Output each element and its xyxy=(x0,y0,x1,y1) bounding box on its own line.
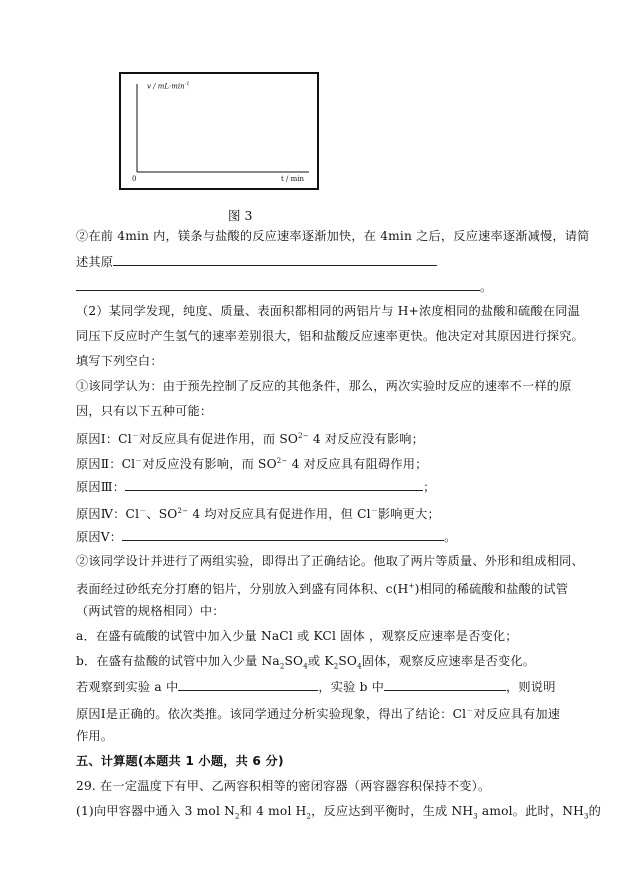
answer-blank-a[interactable] xyxy=(178,678,318,691)
figure-3-axes xyxy=(121,74,317,188)
answer-blank[interactable] xyxy=(76,278,480,291)
figure-3-frame xyxy=(119,72,319,190)
part2-p2-line-2: 表面经过砂纸充分打磨的铝片，分别放入到盛有同体积、c(H+)相同的稀硫酸和盐酸的试管 xyxy=(76,582,569,597)
reason-1: 原因Ⅰ：Cl－对反应具有促进作用，而 $SO^{2-}$ 4 对反应没有影响； xyxy=(76,432,425,447)
conclusion-line-2: 作用。 xyxy=(76,729,114,743)
answer-blank[interactable] xyxy=(125,478,423,491)
part2-p2-line-1: ②该同学设计并进行了两组实验，即得出了正确结论。他取了两片等质量、外形和组成相同、 xyxy=(76,554,584,568)
reason-2: 原因Ⅱ：Cl－对反应没有影响，而 $SO^{2-}$ 4 对反应具有阻碍作用； xyxy=(76,457,428,472)
section-5-heading: 五、计算题(本题共 1 小题，共 6 分) xyxy=(76,754,284,768)
reason-4: 原因Ⅳ：Cl－、$SO^{2-}$ 4 均对反应具有促进作用，但 Cl－影响更大； xyxy=(76,507,440,522)
part2-p1-line-1: ①该同学认为：由于预先控制了反应的其他条件，那么，两次实验时反应的速率不一样的原 xyxy=(76,379,572,393)
origin-label: 0 xyxy=(132,175,137,183)
q-reason-line-1: ②在前 4min 内，镁条与盐酸的反应速率逐渐加快，在 4min 之后，反应速率逐渐减慢，请简 xyxy=(76,229,590,243)
conclusion-line-1: 原因Ⅰ是正确的。依次类推。该同学通过分析实验现象，得出了结论：Cl－对反应具有加速 xyxy=(76,707,561,722)
part2-p1-line-2: 因，只有以下五种可能： xyxy=(76,404,213,418)
figure-caption: 图 3 xyxy=(228,208,253,223)
experiment-a: a．在盛有硫酸的试管中加入少量 NaCl 或 KCl 固体 ，观察反应速率是否变化； xyxy=(76,629,518,643)
part2-intro-1: （2）某同学发现，纯度、质量、表面积都相同的两铝片与 H+浓度相同的盐酸和硫酸在同温 xyxy=(76,304,580,318)
experiment-b: b．在盛有盐酸的试管中加入少量 $Na_2SO_4$或 $K_2SO_4$固体，观察反应速率是否变化。 xyxy=(76,654,536,671)
reason-5: 原因Ⅴ： 。 xyxy=(76,530,457,544)
q-reason-line-3: 。 xyxy=(76,278,492,295)
answer-blank[interactable] xyxy=(113,253,437,266)
part2-intro-3: 填写下列空白： xyxy=(76,354,163,368)
reason-3: 原因Ⅲ： ； xyxy=(76,480,436,494)
part2-p2-line-3: （两试管的规格相同）中： xyxy=(76,604,225,618)
observation-line: 若观察到实验 a 中 ，实验 b 中 ，则说明 xyxy=(76,680,556,694)
y-axis-label: $v / mL\cdot\min^{-1}$ xyxy=(147,81,190,91)
x-axis-label: t / min xyxy=(281,175,305,183)
question-29: 29. 在一定温度下有甲、乙两容积相等的密闭容器（两容器容积保持不变）。 xyxy=(76,779,491,793)
answer-blank[interactable] xyxy=(122,528,444,541)
q-reason-line-2: 述其原 xyxy=(76,253,437,270)
part2-intro-2: 同压下反应时产生氢气的速率差别很大，铝和盐酸反应速率更快。他决定对其原因进行探究。 xyxy=(76,329,584,343)
answer-blank-b[interactable] xyxy=(384,678,506,691)
question-29-part-1: (1)向甲容器中通入 3 mol $N_2$和 4 mol $H_2$，反应达到平衡时，生成 $NH_3$ amol。此时，$NH_3$的 xyxy=(76,804,602,821)
